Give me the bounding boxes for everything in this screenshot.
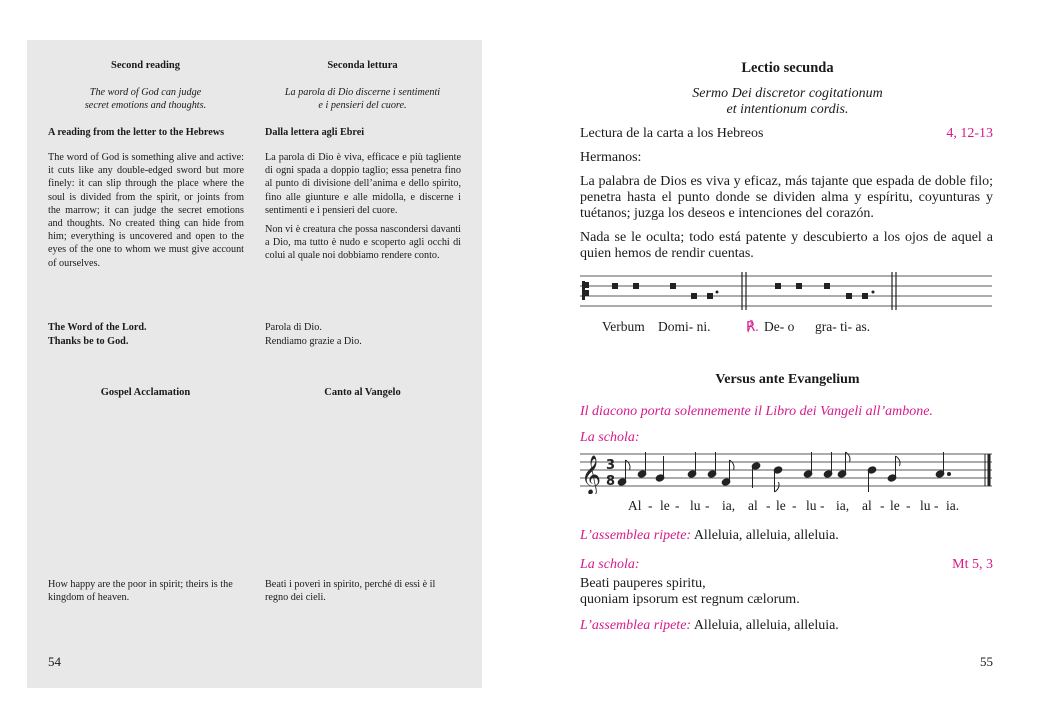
c-clef-icon	[582, 281, 589, 300]
chant-staff	[580, 272, 995, 312]
italian-heading: Seconda lettura	[327, 60, 398, 71]
response-symbol: ℟.	[746, 319, 759, 334]
alleluia-syllable: -	[705, 498, 710, 513]
alleluia-syllable: al	[748, 498, 758, 513]
english-body	[48, 151, 244, 276]
page-number-right: 55	[980, 654, 993, 669]
alleluia-staff	[580, 446, 995, 494]
alleluia-syllable: -	[906, 498, 911, 513]
assembly-text-1: Alleluia, alleluia, alleluia.	[693, 528, 839, 543]
rubric-assembly-1: L’assemblea ripete:	[580, 528, 692, 543]
english-closing-line2: Thanks be to God.	[48, 335, 129, 347]
italian-body-paragraph-1: La parola di Dio è viva, efficace e più tagliente di ogni spada a doppio taglio; essa penetra fino al punto di divisione dell’anima e dello spirito, fino alle giunture e alle midolla, e discerne i sentimenti e i pensieri del cuore.	[265, 152, 461, 216]
italian-verse: Beati i poveri in spirito, perché di essi è il regno dei cieli.	[265, 579, 436, 604]
verse-line-1: Beati pauperes spiritu,	[580, 576, 706, 591]
english-verse: How happy are the poor in spirit; theirs is the kingdom of heaven.	[48, 579, 233, 604]
alleluia-syllable: -	[766, 498, 771, 513]
alleluia-syllable: -	[648, 498, 653, 513]
italian-subtitle-line2: e i pensieri del cuore.	[318, 100, 407, 111]
page-number-left: 54	[48, 654, 61, 669]
chant-bar-2	[892, 272, 896, 310]
italian-closing	[265, 321, 362, 348]
chant-bar-1	[742, 272, 746, 310]
reading-subtitle-line1: Sermo Dei discretor cogitationum	[692, 86, 883, 101]
reading-greeting: Hermanos:	[580, 150, 642, 165]
english-closing	[48, 321, 147, 348]
alleluia-syllable: -	[792, 498, 797, 513]
chant-word-domini: Domi- ni.	[658, 319, 711, 334]
alleluia-lyrics	[580, 498, 995, 516]
rubric-schola: La schola:	[580, 430, 640, 445]
assembly-repeat-1	[580, 528, 993, 544]
chant-word-verbum: Verbum	[602, 319, 645, 334]
assembly-text-2: Alleluia, alleluia, alleluia.	[693, 618, 839, 633]
chant-word-gratias: gra- ti- as.	[815, 319, 871, 334]
alleluia-syllable: lu	[920, 498, 931, 513]
chant-word-deo: De- o	[764, 319, 795, 334]
alleluia-syllable: lu	[806, 498, 817, 513]
left-page	[27, 40, 482, 688]
english-gospel-heading: Gospel Acclamation	[100, 387, 191, 398]
time-signature-top: 3	[606, 458, 616, 473]
chant-neumes-2	[775, 283, 875, 299]
alleluia-syllable: ia,	[836, 498, 850, 513]
reading-paragraph-2: Nada se le oculta; todo está patente y descubierto a los ojos de aquel a quien hemos de rendir cuentas.	[580, 230, 993, 261]
alleluia-syllable: ia,	[722, 498, 736, 513]
versus-title: Versus ante Evangelium	[715, 372, 860, 387]
english-closing-line1: The Word of the Lord.	[48, 322, 147, 333]
rubric-assembly-2: L’assemblea ripete:	[580, 618, 692, 633]
rubric-deacon: Il diacono porta solennemente il Libro dei Vangeli all’ambone.	[580, 404, 933, 419]
italian-closing-line1: Parola di Dio.	[265, 322, 322, 333]
reading-paragraph-1: La palabra de Dios es viva y eficaz, más tajante que espada de doble filo; penetra hasta el punto donde se dividen alma y espíritu, coyunturas y tuétanos; juzga los deseos e intenciones del corazón.	[580, 174, 993, 221]
chant-neumes-1	[612, 283, 719, 299]
english-subtitle-line1: The word of God can judge	[89, 87, 202, 98]
italian-closing-line2: Rendiamo grazie a Dio.	[265, 335, 362, 347]
english-body-paragraph: The word of God is something alive and active: it cuts like any double-edged sword but more finely: it can slip through the place where the soul is divided from the spirit, or joints from the marrow; it can judge the secret emotions and thoughts. No created thing can hide from him; everything is uncovered and open to the eyes of the one to whom we must give account of ourselves.	[48, 152, 244, 269]
alleluia-syllable: -	[934, 498, 939, 513]
english-subtitle	[43, 86, 248, 112]
reading-subtitle-line2: et intentionum cordis.	[726, 102, 849, 117]
english-heading: Second reading	[111, 60, 180, 71]
alleluia-syllable: le	[776, 498, 786, 513]
alleluia-syllable: le	[890, 498, 900, 513]
assembly-repeat-2	[580, 618, 993, 634]
italian-body-paragraph-2: Non vi è creatura che possa nascondersi davanti a Dio, ma tutto è nudo e scoperto agli occhi di colui al quale noi dobbiamo rendere conto.	[265, 224, 461, 262]
alleluia-syllable: le	[660, 498, 670, 513]
italian-gospel-heading: Canto al Vangelo	[324, 387, 401, 398]
italian-subtitle	[260, 86, 465, 112]
alleluia-syllable: ia.	[946, 498, 960, 513]
reading-intro: Lectura de la carta a los Hebreos	[580, 126, 764, 141]
rubric-schola-2: La schola:	[580, 557, 640, 572]
alleluia-syllable: al	[862, 498, 872, 513]
treble-clef-icon: 𝄞	[581, 455, 602, 494]
verse-line-2: quoniam ipsorum est regnum cælorum.	[580, 592, 800, 607]
alleluia-syllable: -	[880, 498, 885, 513]
italian-intro: Dalla lettera agli Ebrei	[265, 127, 365, 138]
alleluia-syllable: Al	[628, 498, 642, 513]
schola-reference: Mt 5, 3	[952, 557, 993, 572]
alleluia-syllable: lu	[690, 498, 701, 513]
alleluia-syllable: -	[675, 498, 680, 513]
italian-subtitle-line1: La parola di Dio discerne i sentimenti	[284, 87, 441, 98]
english-intro: A reading from the letter to the Hebrews	[48, 127, 225, 138]
time-signature-bottom: 8	[606, 474, 616, 489]
right-page	[560, 40, 1015, 688]
english-subtitle-line2: secret emotions and thoughts.	[84, 100, 207, 111]
alleluia-syllable: -	[820, 498, 825, 513]
reading-reference: 4, 12-13	[946, 126, 993, 141]
reading-subtitle	[560, 86, 1015, 118]
italian-body	[265, 151, 461, 269]
reading-title: Lectio secunda	[741, 60, 834, 76]
